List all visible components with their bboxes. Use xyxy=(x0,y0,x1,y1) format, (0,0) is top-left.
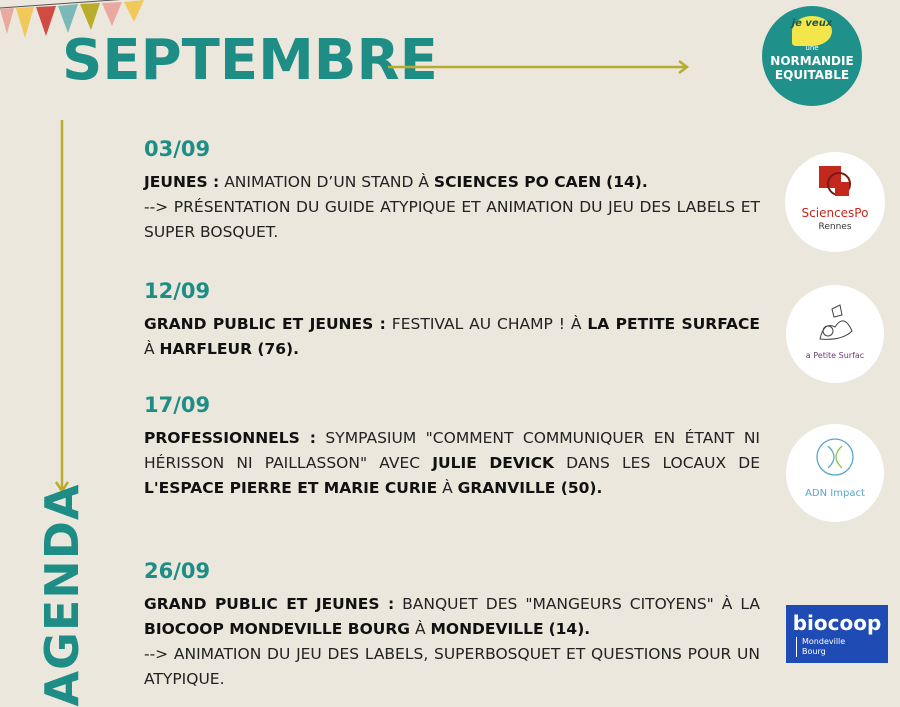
event-description xyxy=(144,426,760,501)
event-0309 xyxy=(144,138,760,245)
event-date: 03/09 xyxy=(144,137,211,161)
logo-text: NORMANDIE xyxy=(770,54,854,68)
event-line xyxy=(144,426,760,501)
event-2609 xyxy=(144,560,760,692)
event-text: SYMPASIUM "COMMENT COMMUNIQUER EN ÉTANT NI HÉRISSON NI PAILLASSON" AVEC xyxy=(144,429,760,473)
logo-text: biocoop xyxy=(792,611,882,635)
event-text-bold: JULIE DEVICK xyxy=(432,454,555,473)
event-1709 xyxy=(144,394,760,501)
logo-text: SciencesPo xyxy=(801,206,869,220)
arrow-right-icon xyxy=(388,59,693,75)
event-text-bold: GRANVILLE (50). xyxy=(457,479,603,498)
event-text: BANQUET DES "MANGEURS CITOYENS" À LA xyxy=(394,595,760,614)
event-text-bold: MONDEVILLE xyxy=(430,620,544,639)
event-text: ANIMATION D’UN STAND À xyxy=(219,173,434,192)
event-text: DANS LES LOCAUX DE xyxy=(554,454,760,473)
event-text-bold: L'ESPACE PIERRE ET MARIE CURIE xyxy=(144,479,438,498)
event-line xyxy=(144,170,760,195)
event-description xyxy=(144,170,760,245)
logo-text: Mondeville xyxy=(802,637,846,646)
event-text: --> ANIMATION DU JEU DES LABELS, SUPERBOSQUET ET QUESTIONS POUR UN ATYPIQUE. xyxy=(144,645,760,689)
sciencespo-rennes-logo xyxy=(785,152,885,252)
logo-text: Bourg xyxy=(802,647,826,656)
logo-text: je veux xyxy=(791,18,833,29)
event-line xyxy=(144,195,760,245)
event-text: À xyxy=(410,620,431,639)
sciencespo-mark-icon xyxy=(817,164,853,198)
event-text-bold: LA PETITE SURFACE xyxy=(587,315,760,334)
event-text-bold: PROFESSIONNELS : xyxy=(144,429,316,448)
event-line xyxy=(144,642,760,692)
event-text-bold: JEUNES : xyxy=(144,173,220,192)
timeline-arrow-down-icon xyxy=(52,120,72,500)
logo-text: ADN Impact xyxy=(805,488,865,499)
event-1209 xyxy=(144,280,760,362)
logo-text: EQUITABLE xyxy=(774,68,850,82)
event-description xyxy=(144,312,760,362)
event-text-bold: GRAND PUBLIC ET JEUNES : xyxy=(144,595,395,614)
event-text-bold: SCIENCES PO CAEN xyxy=(433,173,602,192)
la-petite-surface-logo xyxy=(786,285,884,383)
agenda-side-label xyxy=(12,483,112,707)
event-description xyxy=(144,592,760,692)
agenda-label-text: AGENDA xyxy=(35,483,89,707)
event-text: FESTIVAL AU CHAMP ! À xyxy=(385,315,588,334)
event-date: 12/09 xyxy=(144,279,211,303)
event-text-bold: (14). xyxy=(606,173,648,192)
event-text-bold: HARFLEUR (76). xyxy=(159,340,300,359)
event-text-bold: (14). xyxy=(548,620,591,639)
event-date: 17/09 xyxy=(144,393,211,417)
event-text: --> PRÉSENTATION DU GUIDE ATYPIQUE ET ANIMATION DU JEU DES LABELS ET SUPER BOSQUET. xyxy=(144,198,760,242)
biocoop-logo xyxy=(786,605,888,663)
logo-text: Rennes xyxy=(818,222,852,232)
dna-circle-icon xyxy=(814,436,856,478)
logo-text: a Petite Surfac xyxy=(805,351,865,360)
event-text-bold: BIOCOOP MONDEVILLE BOURG xyxy=(144,620,411,639)
event-line xyxy=(144,592,760,642)
adn-impact-logo xyxy=(786,424,884,522)
plant-sketch-icon xyxy=(812,301,858,345)
event-text: À xyxy=(144,340,160,359)
event-date: 26/09 xyxy=(144,559,211,583)
page-title: SEPTEMBRE xyxy=(62,28,438,93)
event-text: À xyxy=(437,479,458,498)
logo-text: une xyxy=(805,44,819,52)
event-line xyxy=(144,312,760,362)
normandie-equitable-logo xyxy=(762,6,862,106)
event-text-bold: GRAND PUBLIC ET JEUNES : xyxy=(144,315,386,334)
